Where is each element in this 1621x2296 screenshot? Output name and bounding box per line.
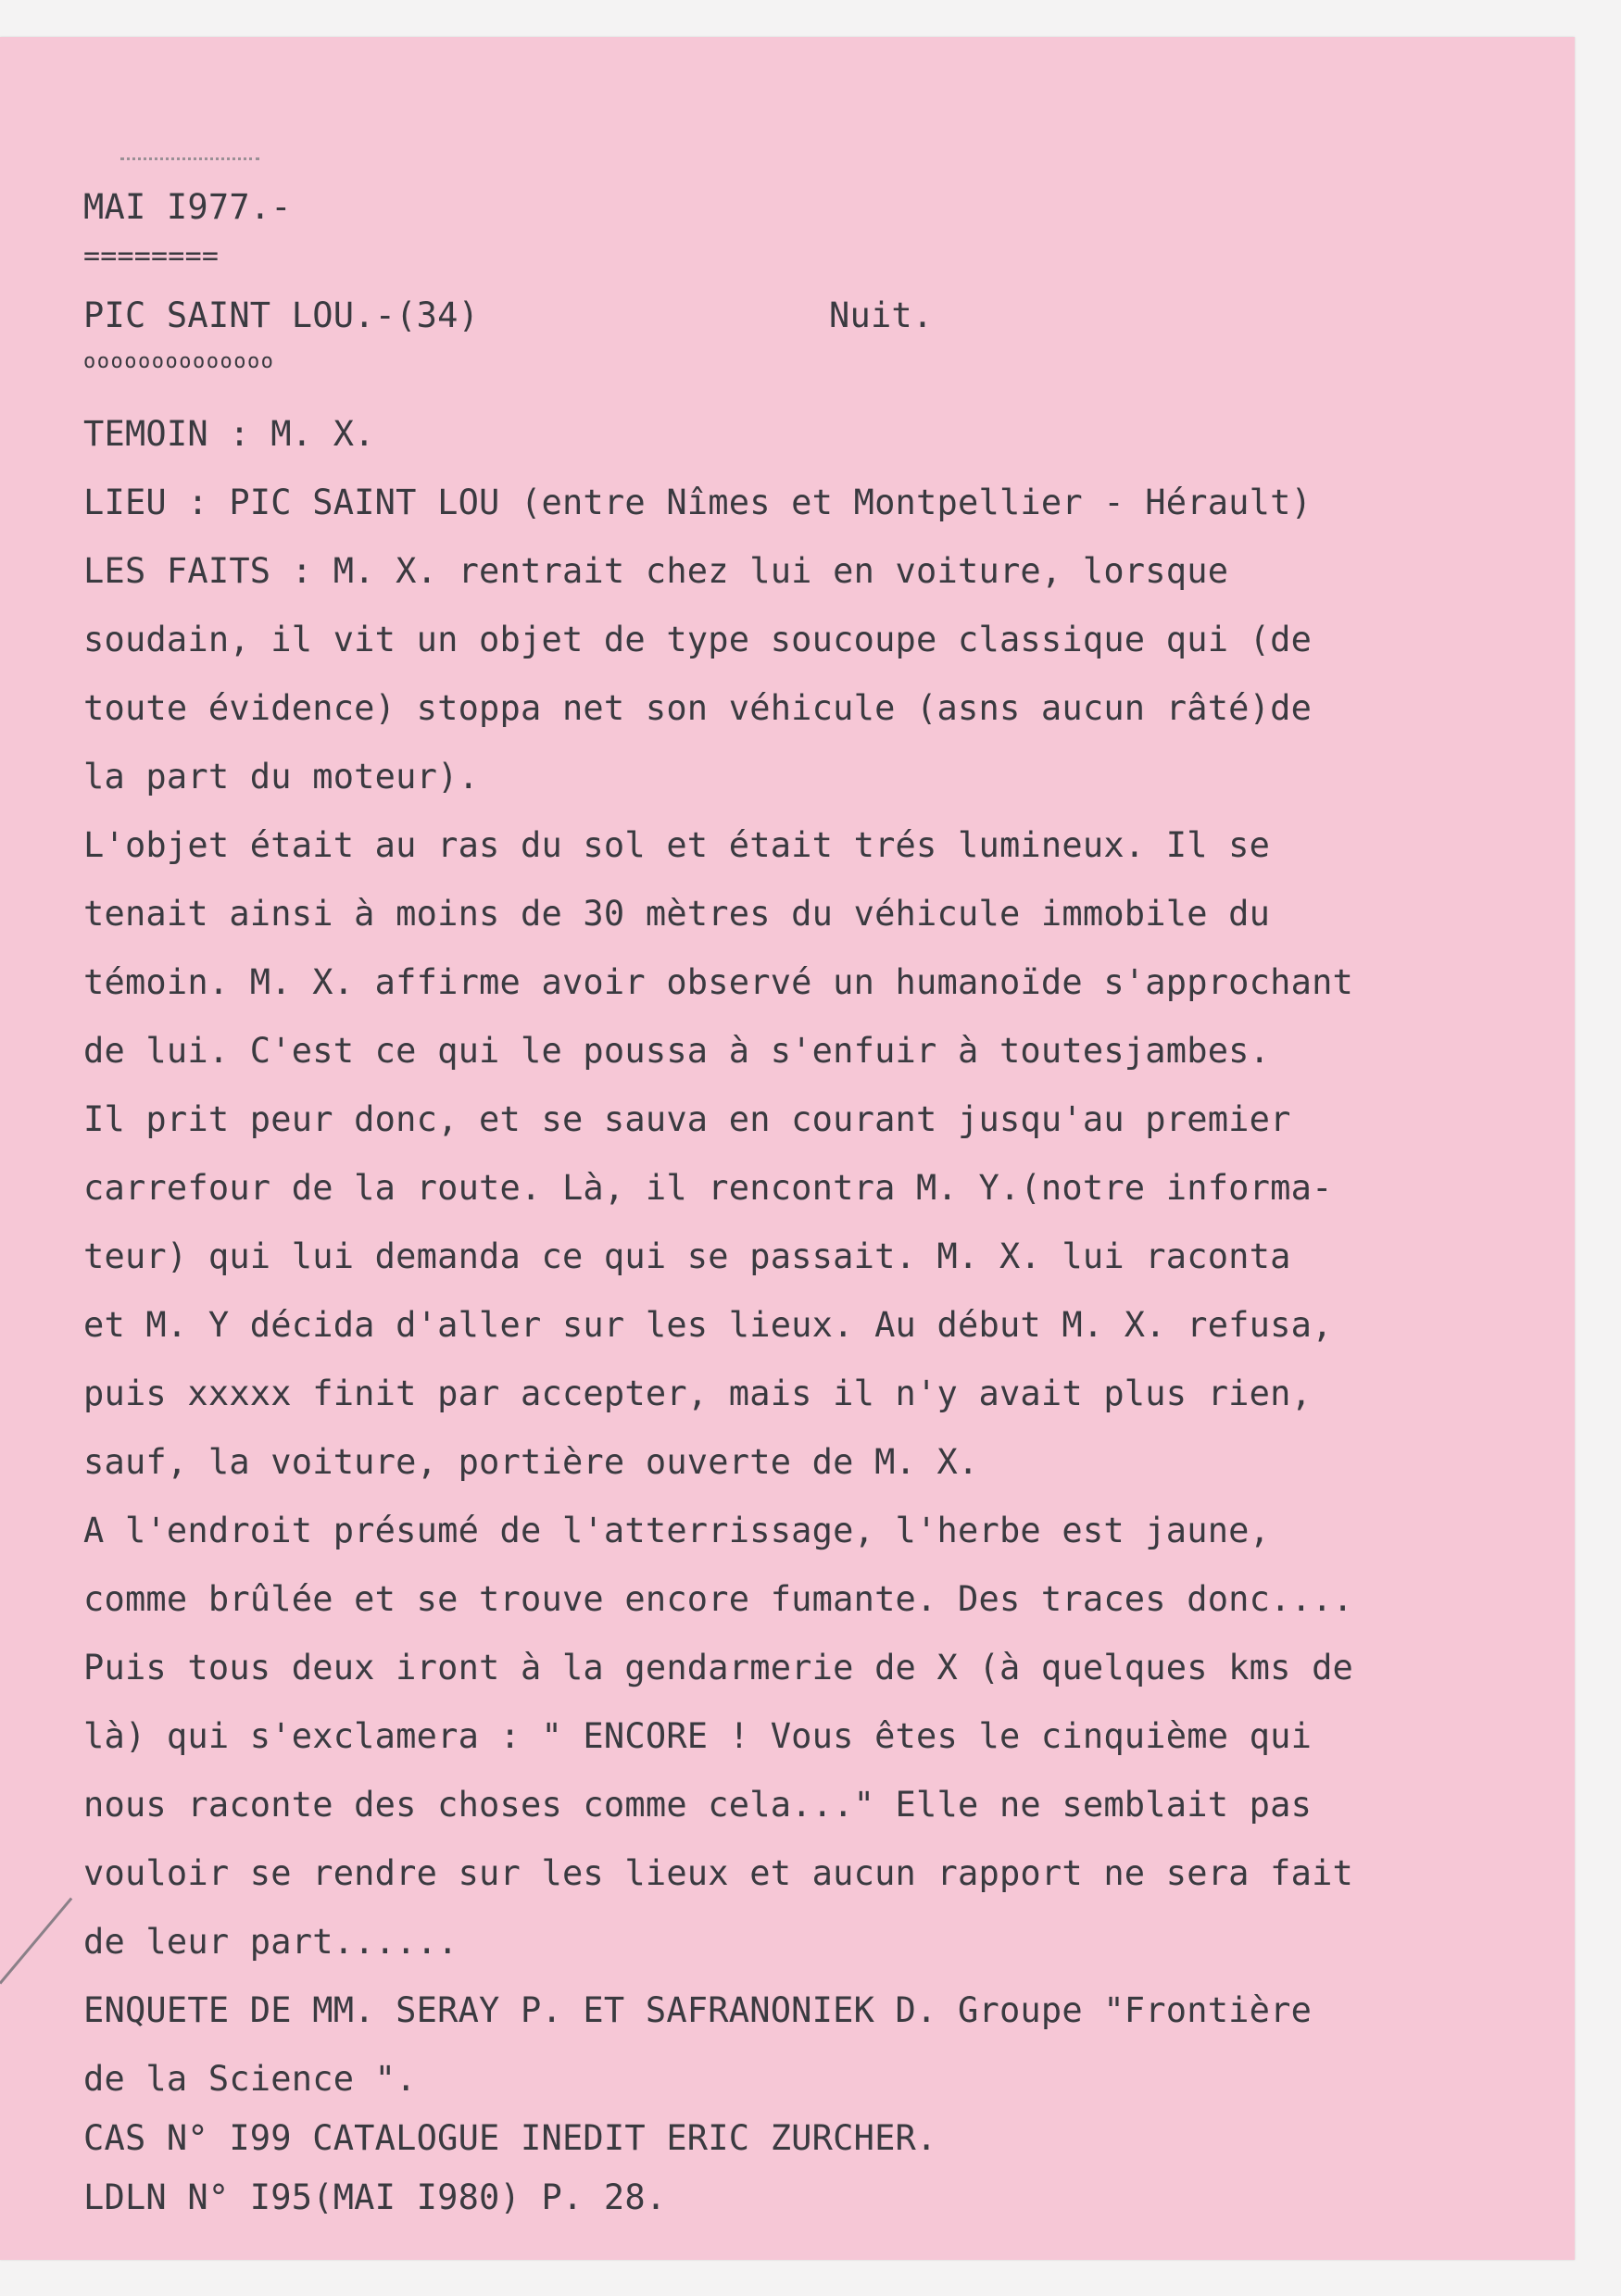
text-line: Puis tous deux iront à la gendarmerie de X (à quelques kms de <box>83 1648 1354 1687</box>
text-line: là) qui s'exclamera : " ENCORE ! Vous êtes le cinquième qui <box>83 1716 1313 1756</box>
text-line: LES FAITS : M. X. rentrait chez lui en voiture, lorsque <box>83 551 1229 591</box>
text-line: carrefour de la route. Là, il rencontra M. Y.(notre informa- <box>83 1168 1333 1208</box>
text-line: L'objet était au ras du sol et était trés lumineux. Il se <box>83 825 1271 865</box>
text-line: toute évidence) stoppa net son véhicule (asns aucun râté)de <box>83 688 1313 728</box>
text-line: la part du moteur). <box>83 757 480 797</box>
text-line: nous raconte des choses comme cela..." Elle ne semblait pas <box>83 1785 1313 1825</box>
text-line: témoin. M. X. affirme avoir observé un humanoïde s'approchant <box>83 962 1354 1002</box>
text-line: vouloir se rendre sur les lieux et aucun rapport ne sera fait <box>83 1853 1354 1893</box>
text-line: A l'endroit présumé de l'atterrissage, l'herbe est jaune, <box>83 1511 1271 1550</box>
text-line: puis xxxxx finit par accepter, mais il n'y avait plus rien, <box>83 1374 1313 1413</box>
date-underline: ======== <box>83 240 220 272</box>
investigators-line: ENQUETE DE MM. SERAY P. ET SAFRANONIEK D. Groupe "Frontière <box>83 1990 1313 2030</box>
text-line: TEMOIN : M. X. <box>83 414 375 454</box>
ldln-reference: LDLN N° I95(MAI I980) P. 28. <box>83 2177 667 2217</box>
place-underline: oooooooooooooo <box>83 350 275 373</box>
text-line: Il prit peur donc, et se sauva en courant jusqu'au premier <box>83 1099 1291 1139</box>
paper-sheet <box>0 37 1575 2260</box>
investigators-line: de la Science ". <box>83 2059 417 2099</box>
text-line: de lui. C'est ce qui le poussa à s'enfuir à toutesjambes. <box>83 1031 1271 1071</box>
place-heading: PIC SAINT LOU.-(34) <box>83 295 480 335</box>
margin-pencil-mark <box>0 1898 72 1985</box>
text-line: de leur part...... <box>83 1922 459 1962</box>
text-line: et M. Y décida d'aller sur les lieux. Au début M. X. refusa, <box>83 1305 1333 1345</box>
catalogue-reference: CAS N° I99 CATALOGUE INEDIT ERIC ZURCHER. <box>83 2118 937 2158</box>
text-line: LIEU : PIC SAINT LOU (entre Nîmes et Montpellier - Hérault) <box>83 483 1313 522</box>
text-line: sauf, la voiture, portière ouverte de M. X. <box>83 1442 979 1482</box>
text-line: teur) qui lui demanda ce qui se passait. M. X. lui raconta <box>83 1236 1291 1276</box>
text-line: tenait ainsi à moins de 30 mètres du véhicule immobile du <box>83 894 1271 934</box>
time-of-day: Nuit. <box>829 295 934 335</box>
date-heading: MAI I977.- <box>83 187 292 227</box>
text-line: comme brûlée et se trouve encore fumante. Des traces donc.... <box>83 1579 1354 1619</box>
text-line: soudain, il vit un objet de type soucoupe classique qui (de <box>83 620 1313 659</box>
perforation-dots <box>120 157 259 160</box>
